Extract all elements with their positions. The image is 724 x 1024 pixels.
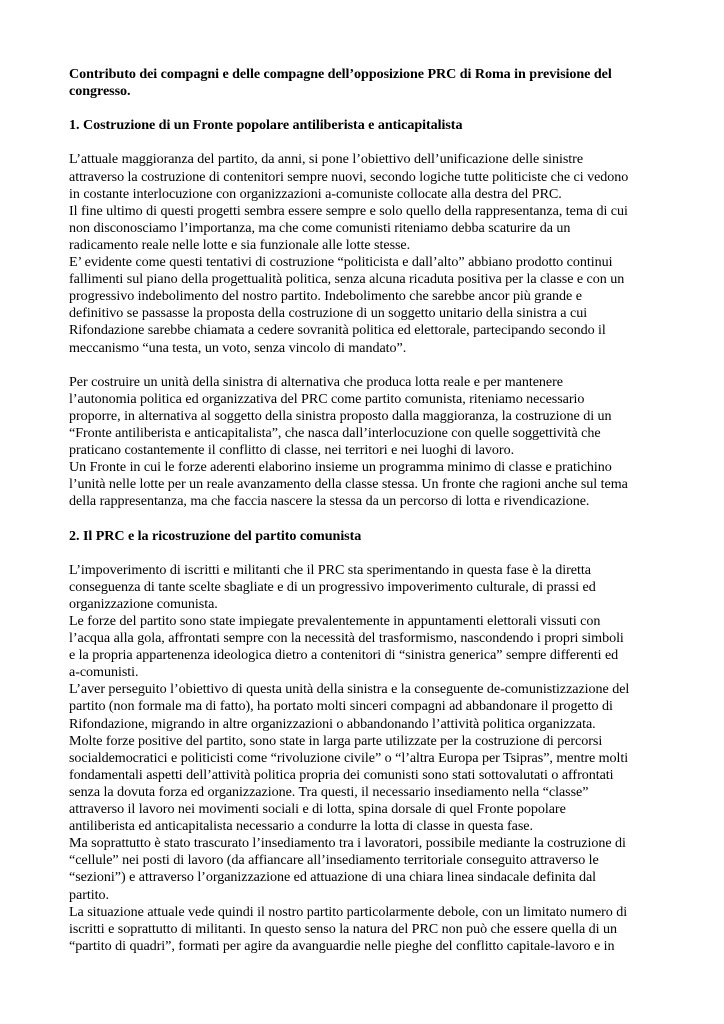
text-line: “sezioni”) e attraverso l’organizzazione ed attuazione di una chiara linea sindacale definita dal (69, 869, 597, 886)
text-line: E’ evidente come questi tentativi di costruzione “politicista e dall’alto” abbiano prodotto continui (69, 254, 613, 271)
text-line: in costante interlocuzione con organizzazioni a-comuniste collocate alla destra del PRC. (69, 185, 562, 202)
text-line: l’unità nelle lotte per un reale avanzamento della classe stessa. Un fronte che ragioni anche sul tema (69, 476, 628, 493)
document-page (69, 66, 659, 955)
text-line: progressivo indebolimento del nostro partito. Indebolimento che sarebbe ancor più grande e (69, 288, 582, 305)
text-line: Il fine ultimo di questi progetti sembra essere sempre e solo quello della rappresentanza, tema di cui (69, 202, 628, 219)
text-line: “partito di quadri”, formati per agire da avanguardie nelle pieghe del conflitto capitale-lavoro e in (69, 937, 615, 954)
text-line: della rappresentanza, ma che faccia nascere la stessa da un percorso di lotta e rivendicazione. (69, 493, 590, 510)
text-line: fallimenti sul piano della progettualità politica, senza alcuna ricaduta positiva per la classe e con un (69, 271, 625, 288)
section-2-heading: 2. Il PRC e la ricostruzione del partito comunista (69, 527, 362, 544)
text-line: l’acqua alla gola, affrontati sempre con la necessità del trasformismo, nascondendo i propri simboli (69, 630, 624, 647)
text-line: organizzazione comunista. (69, 595, 218, 612)
text-line: Per costruire un unità della sinistra di alternativa che produca lotta reale e per mantenere (69, 373, 563, 390)
title-line: congresso. (69, 83, 131, 100)
section-1-heading: 1. Costruzione di un Fronte popolare antiliberista e anticapitalista (69, 117, 463, 134)
text-line: proporre, in alternativa al soggetto della sinistra proposto dalla maggioranza, la costruzione di un (69, 407, 612, 424)
section-1-paragraph-2 (69, 374, 659, 511)
text-line: attraverso il lavoro nei movimenti sociali e di lotta, spina dorsale di quel Fronte popolare (69, 801, 566, 818)
text-line: La situazione attuale vede quindi il nostro partito particolarmente debole, con un limitato numero di (69, 903, 628, 920)
text-line: partito. (69, 886, 109, 903)
text-line: “Fronte antiliberista e anticapitalista”, che nasca dall’interlocuzione con quelle soggettività che (69, 424, 601, 441)
text-line: L’aver perseguito l’obiettivo di questa unità della sinistra e la conseguente de-comunistizzazione del (69, 681, 630, 698)
text-line: praticano costantemente il conflitto di classe, nei territori e nei luoghi di lavoro. (69, 442, 515, 459)
section-2-paragraph-1 (69, 562, 659, 955)
text-line: senza la dovuta forza ed organizzazione. Tra questi, il necessario insediamento nella “classe” (69, 783, 589, 800)
text-line: definitivo se passasse la proposta della costruzione di un soggetto unitario della sinistra a cui (69, 305, 588, 322)
text-line: radicamento reale nelle lotte e sia funzionale alle lotte stesse. (69, 236, 411, 253)
text-line: antiliberista ed anticapitalista necessario a condurre la lotta di classe in questa fase. (69, 818, 533, 835)
text-line: Un Fronte in cui le forze aderenti elaborino insieme un programma minimo di classe e pratichino (69, 459, 612, 476)
section-1-paragraph-1 (69, 151, 659, 356)
text-line: iscritti e soprattutto di militanti. In questo senso la natura del PRC non può che essere quella di un (69, 920, 617, 937)
document-title (69, 66, 659, 100)
text-line: attraverso la costruzione di contenitori sempre nuovi, secondo logiche tutte politiciste che ci vedono (69, 168, 629, 185)
text-line: partito (non formale ma di fatto), ha portato molti sinceri compagni ad abbandonare il progetto di (69, 698, 613, 715)
text-line: Rifondazione sarebbe chiamata a cedere sovranità politica ed elettorale, partecipando secondo il (69, 322, 606, 339)
text-line: fondamentali aspetti dell’attività politica propria dei comunisti sono stati sottovalutati o affrontati (69, 766, 614, 783)
text-line: Ma soprattutto è stato trascurato l’insediamento tra i lavoratori, possibile mediante la costruzione di (69, 835, 626, 852)
text-line: socialdemocratici e politicisti come “rivoluzione civile” o “l’altra Europa per Tsipras”, mentre molti (69, 749, 629, 766)
text-line: “cellule” nei posti di lavoro (da affiancare all’insediamento territoriale conseguito attraverso le (69, 852, 599, 869)
text-line: non disconosciamo l’importanza, ma che come comunisti riteniamo debba scaturire da un (69, 219, 571, 236)
text-line: e la propria appartenenza ideologica dietro a contenitori di “sinistra generica” sempre differenti ed (69, 647, 619, 664)
text-line: l’autonomia politica ed organizzativa del PRC come partito comunista, riteniamo necessario (69, 390, 585, 407)
text-line: a-comunisti. (69, 664, 139, 681)
text-line: Molte forze positive del partito, sono state in larga parte utilizzate per la costruzione di percorsi (69, 732, 603, 749)
text-line: Le forze del partito sono state impiegate prevalentemente in appuntamenti elettorali vissuti con (69, 613, 601, 629)
text-line: conseguenza di tante scelte sbagliate e di un progressivo impoverimento culturale, di prassi ed (69, 578, 596, 595)
text-line: Rifondazione, migrando in altre organizzazioni o abbandonando l’attività politica organizzata. (69, 715, 596, 732)
text-line: L’attuale maggioranza del partito, da anni, si pone l’obiettivo dell’unificazione delle sinistre (69, 151, 584, 168)
title-line: Contributo dei compagni e delle compagne dell’opposizione PRC di Roma in previsione del (69, 66, 612, 82)
text-line: meccanismo “una testa, un voto, senza vincolo di mandato”. (69, 339, 407, 356)
text-line: L’impoverimento di iscritti e militanti che il PRC sta sperimentando in questa fase è la diretta (69, 561, 591, 578)
